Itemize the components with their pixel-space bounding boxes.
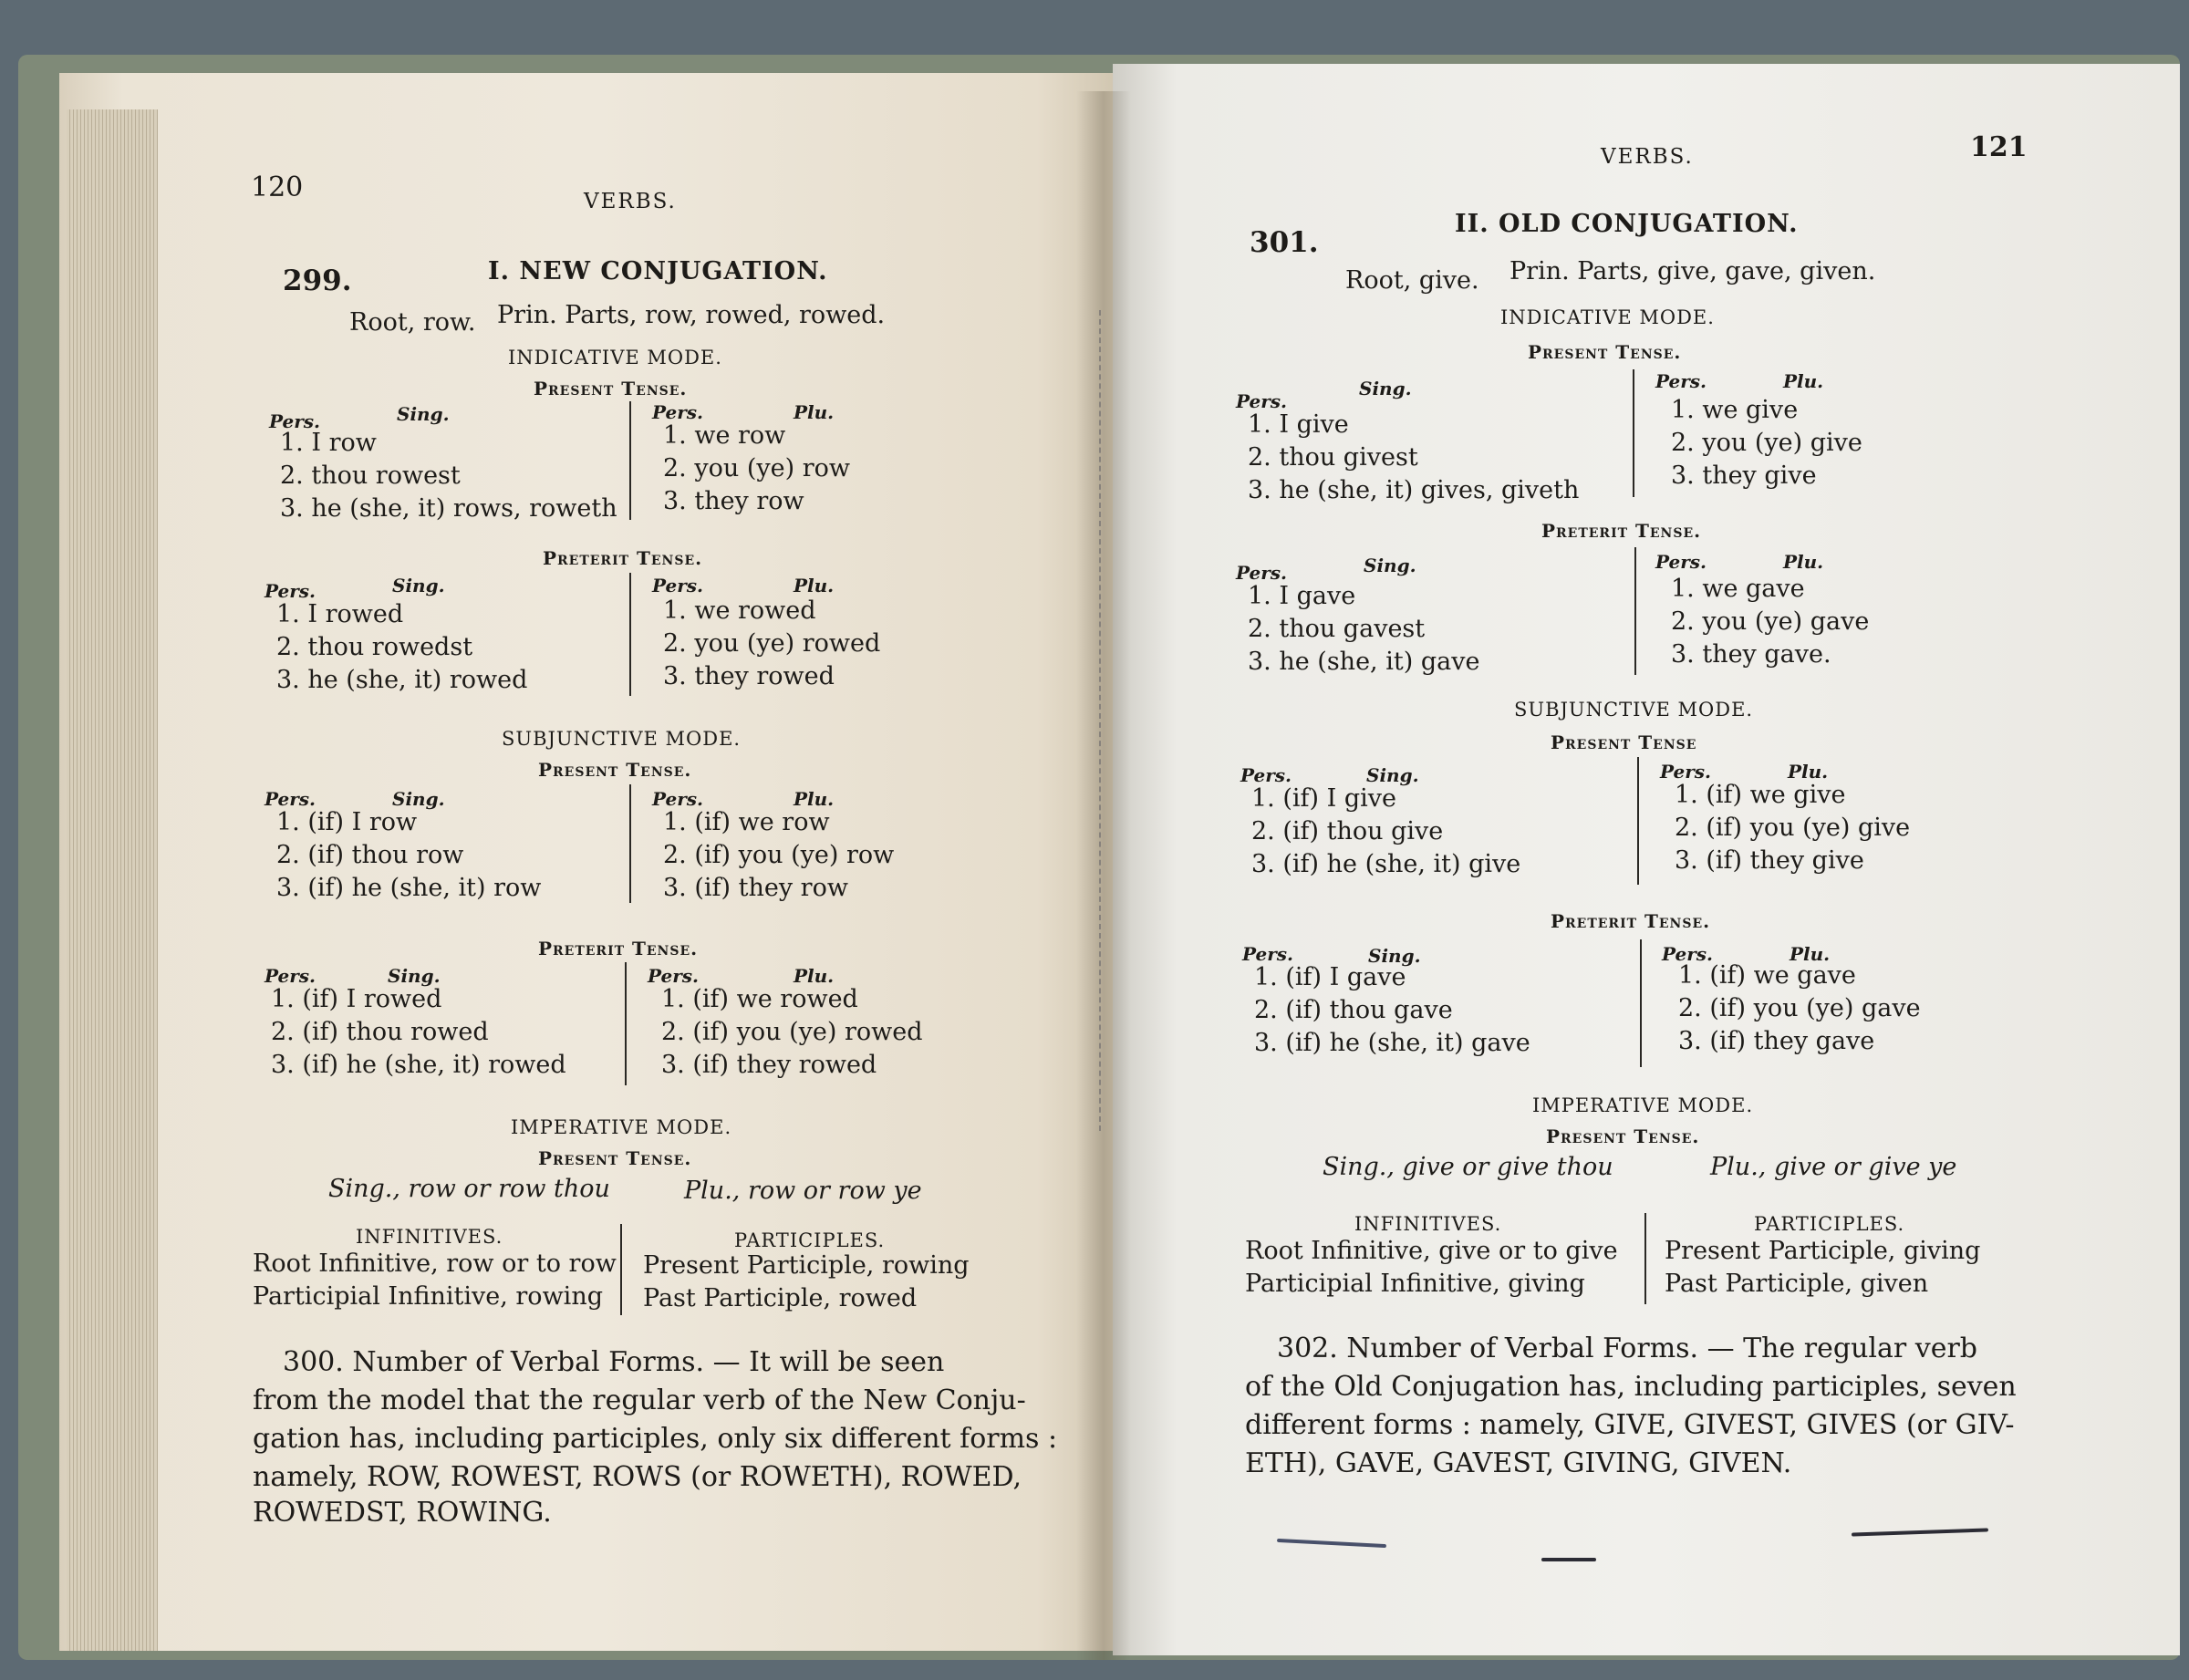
conjugation-row: 2. you (ye) give [1671,429,1862,457]
preterit-tense-heading: Preterit Tense. [1541,520,1702,542]
section-number: 299. [283,264,352,297]
present-tense-heading: Present Tense. [1528,341,1682,363]
running-head: VERBS. [584,190,677,213]
conjugation-row: 3. he (she, it) gave [1248,648,1480,676]
conjugation-row: 3. they give [1671,461,1817,490]
conjugation-row: 1. we row [663,421,786,450]
open-book [18,55,2180,1660]
page-edges [67,109,158,1651]
subjunctive-mode-heading: SUBJUNCTIVE MODE. [1514,699,1754,721]
plu-label: Plu. [1788,761,1829,783]
imperative-singular: Sing., give or give thou [1323,1153,1613,1181]
pencil-marginalia [1099,310,1114,1131]
column-divider [629,401,631,520]
root-line: Root, row. [349,308,476,337]
paragraph-line: of the Old Conjugation has, including participles, seven [1245,1371,2017,1403]
conjugation-row: 2. (if) thou row [276,841,464,869]
imperative-plural: Plu., row or row ye [684,1177,922,1205]
column-divider [620,1224,622,1315]
indicative-mode-heading: INDICATIVE MODE. [508,347,722,368]
plu-label: Plu. [794,401,835,423]
paragraph-line: 300. Number of Verbal Forms. — It will be seen [283,1346,945,1378]
imperative-plural: Plu., give or give ye [1710,1153,1957,1181]
column-divider [625,962,627,1085]
sing-label: Sing. [1366,764,1419,786]
ink-mark [1541,1558,1596,1561]
present-tense-heading: Present Tense. [1546,1125,1700,1147]
pers-label: Pers. [1662,943,1713,965]
column-divider [629,573,631,696]
paragraph-line: different forms : namely, GIVE, GIVEST, GIVES (or GIV- [1245,1409,2015,1441]
imperative-mode-heading: IMPERATIVE MODE. [1532,1094,1754,1116]
pers-label: Pers. [652,575,703,596]
paragraph-line: from the model that the regular verb of the New Conju- [253,1384,1026,1416]
conjugation-row: 3. (if) they give [1675,846,1864,875]
pers-label: Pers. [1242,943,1293,965]
plu-label: Plu. [1783,370,1824,392]
infinitive-row: Root Infinitive, give or to give [1245,1237,1618,1265]
running-head: VERBS. [1601,145,1694,169]
conjugation-row: 1. (if) we gave [1678,961,1856,990]
conjugation-row: 2. (if) thou give [1251,817,1444,845]
sing-label: Sing. [392,788,445,810]
infinitive-row: Participial Infinitive, giving [1245,1270,1585,1298]
column-divider [1640,939,1642,1067]
ink-mark [1277,1539,1386,1548]
paragraph-line: gation has, including participles, only six different forms : [253,1423,1058,1455]
preterit-tense-heading: Preterit Tense. [538,938,699,959]
participle-row: Past Participle, rowed [643,1284,918,1312]
conjugation-row: 2. (if) you (ye) rowed [661,1018,923,1046]
sing-label: Sing. [1364,555,1416,576]
pers-label: Pers. [265,788,316,810]
conjugation-row: 1. we give [1671,396,1799,424]
conjugation-row: 2. thou rowedst [276,633,473,661]
conjugation-row: 3. they row [663,487,804,515]
conjugation-row: 1. (if) we give [1675,781,1846,809]
conjugation-row: 2. thou gavest [1248,615,1426,643]
conjugation-row: 1. we gave [1671,575,1805,603]
plu-label: Plu. [1790,943,1831,965]
pers-label: Pers. [265,965,316,987]
conjugation-row: 2. (if) you (ye) gave [1678,994,1921,1022]
root-line: Root, give. [1345,266,1479,295]
preterit-tense-heading: Preterit Tense. [543,547,703,569]
participle-row: Past Participle, given [1665,1270,1929,1298]
pers-label: Pers. [652,401,703,423]
ink-mark [1852,1528,1988,1536]
page-number: 121 [1970,131,2028,163]
indicative-mode-heading: INDICATIVE MODE. [1500,306,1715,328]
infinitive-row: Root Infinitive, row or to row [253,1250,617,1278]
plu-label: Plu. [794,788,835,810]
conjugation-row: 2. you (ye) row [663,454,850,482]
conjugation-row: 3. he (she, it) rows, roweth [280,494,617,523]
conjugation-row: 1. I gave [1248,582,1356,610]
imperative-mode-heading: IMPERATIVE MODE. [511,1116,732,1138]
principal-parts: Prin. Parts, row, rowed, rowed. [497,301,886,329]
conjugation-row: 3. (if) he (she, it) rowed [271,1051,566,1079]
conjugation-row: 3. they rowed [663,662,835,690]
principal-parts: Prin. Parts, give, gave, given. [1509,257,1876,285]
conjugation-row: 3. they gave. [1671,640,1831,669]
conjugation-row: 3. (if) they row [663,874,848,902]
pers-label: Pers. [1660,761,1711,783]
conjugation-row: 1. (if) I gave [1254,963,1406,991]
conjugation-row: 3. (if) they rowed [661,1051,877,1079]
conjugation-row: 3. (if) he (she, it) gave [1254,1029,1530,1057]
conjugation-row: 2. you (ye) gave [1671,607,1870,636]
pers-label: Pers. [648,965,699,987]
pers-label: Pers. [265,580,316,602]
conjugation-row: 2. you (ye) rowed [663,629,881,658]
present-tense-heading: Present Tense. [534,378,688,399]
plu-label: Plu. [794,575,835,596]
pers-label: Pers. [269,410,320,432]
conjugation-row: 1. I give [1248,410,1349,439]
conjugation-row: 3. (if) he (she, it) row [276,874,542,902]
column-divider [1633,369,1634,497]
paragraph-line: 302. Number of Verbal Forms. — The regular verb [1277,1333,1977,1364]
sing-label: Sing. [388,965,441,987]
conjugation-row: 2. (if) thou rowed [271,1018,489,1046]
imperative-singular: Sing., row or row thou [328,1175,610,1203]
pers-label: Pers. [1236,562,1287,584]
conjugation-row: 1. we rowed [663,596,816,625]
sing-label: Sing. [1359,378,1412,399]
infinitive-row: Participial Infinitive, rowing [253,1282,603,1311]
column-divider [1637,757,1639,885]
preterit-tense-heading: Preterit Tense. [1551,910,1711,932]
conjugation-row: 3. (if) he (she, it) give [1251,850,1521,878]
page-number: 120 [251,171,304,203]
pers-label: Pers. [652,788,703,810]
participles-heading: PARTICIPLES. [1754,1213,1905,1235]
section-title: II. OLD CONJUGATION. [1455,210,1799,238]
conjugation-row: 3. he (she, it) rowed [276,666,528,694]
conjugation-row: 1. (if) I row [276,808,418,836]
participles-heading: PARTICIPLES. [734,1229,886,1251]
present-tense-heading: Present Tense [1551,731,1697,753]
column-divider [629,784,631,903]
conjugation-row: 1. (if) I give [1251,784,1397,813]
present-tense-heading: Present Tense. [538,759,692,781]
conjugation-row: 3. he (she, it) gives, giveth [1248,476,1580,504]
left-page [59,73,1122,1651]
participle-row: Present Participle, rowing [643,1251,970,1280]
conjugation-row: 1. (if) we row [663,808,830,836]
column-divider [1644,1213,1646,1304]
conjugation-row: 1. (if) I rowed [271,985,442,1013]
conjugation-row: 1. I row [280,429,377,457]
conjugation-row: 1. (if) we rowed [661,985,858,1013]
infinitives-heading: INFINITIVES. [1354,1213,1502,1235]
pers-label: Pers. [1236,390,1287,412]
sing-label: Sing. [397,403,450,425]
right-page [1113,64,2180,1655]
conjugation-row: 2. thou givest [1248,443,1418,472]
section-title: I. NEW CONJUGATION. [488,257,828,285]
section-number: 301. [1250,226,1319,259]
column-divider [1634,547,1636,675]
sing-label: Sing. [1368,945,1421,967]
paragraph-line: ETH), GAVE, GAVEST, GIVING, GIVEN. [1245,1447,1792,1479]
conjugation-row: 1. I rowed [276,600,404,628]
paragraph-line: ROWEDST, ROWING. [253,1497,552,1529]
pers-label: Pers. [1655,370,1707,392]
plu-label: Plu. [794,965,835,987]
conjugation-row: 2. (if) you (ye) give [1675,814,1911,842]
paragraph-line: namely, ROW, ROWEST, ROWS (or ROWETH), ROWED, [253,1461,1022,1493]
conjugation-row: 2. (if) you (ye) row [663,841,895,869]
infinitives-heading: INFINITIVES. [356,1226,503,1248]
sing-label: Sing. [392,575,445,596]
conjugation-row: 2. thou rowest [280,461,461,490]
conjugation-row: 3. (if) they gave [1678,1027,1875,1055]
present-tense-heading: Present Tense. [538,1147,692,1169]
participle-row: Present Participle, giving [1665,1237,1981,1265]
pers-label: Pers. [1240,764,1292,786]
plu-label: Plu. [1783,551,1824,573]
conjugation-row: 2. (if) thou gave [1254,996,1453,1024]
subjunctive-mode-heading: SUBJUNCTIVE MODE. [502,728,742,750]
pers-label: Pers. [1655,551,1707,573]
